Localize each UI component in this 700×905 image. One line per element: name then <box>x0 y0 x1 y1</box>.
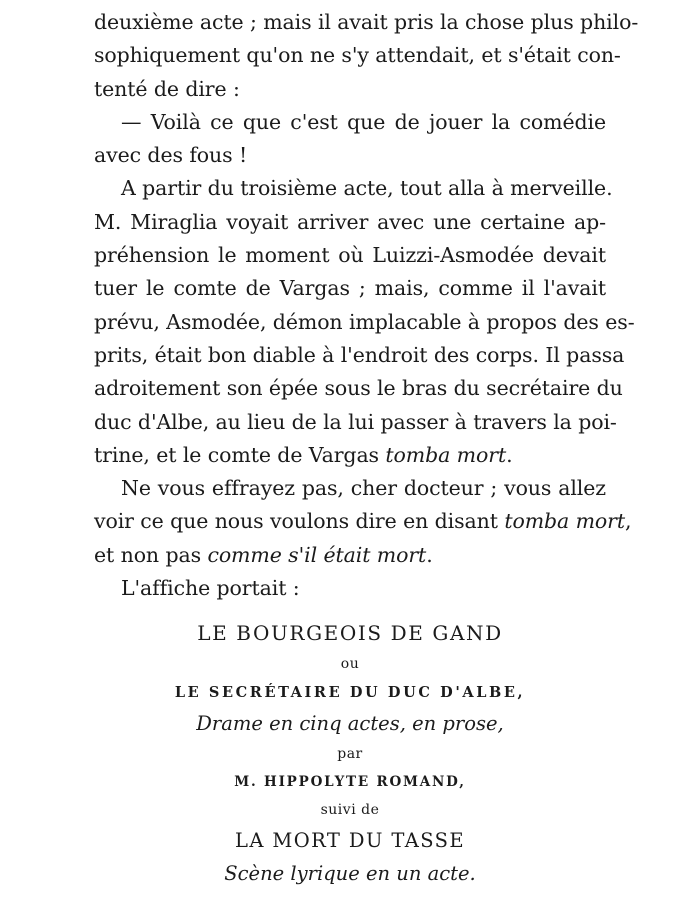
playbill <box>94 616 606 890</box>
text-line: A partir du troisième acte, tout alla à merveille. <box>121 176 613 201</box>
text-line: tenté de dire : <box>94 76 240 101</box>
italic-phrase: comme s'il était mort <box>207 542 427 567</box>
play-subtitle: LE SECRÉTAIRE DU DUC D'ALBE, <box>174 684 526 701</box>
text-line: préhension le moment où Luizzi-Asmodée devait <box>94 243 606 268</box>
text-segment: voir ce que nous voulons dire en disant <box>94 509 498 534</box>
text-line: tuer le comte de Vargas ; mais, comme il l'avait <box>94 276 606 301</box>
text-line: — Voilà ce que c'est que de jouer la comédie <box>121 109 606 134</box>
italic-phrase: tomba mort <box>385 442 507 467</box>
punctuation: . <box>426 542 433 567</box>
second-play-title: LA MORT DU TASSE <box>234 829 466 852</box>
conjunction-par: par <box>337 746 363 762</box>
text-segment: et non pas <box>94 542 202 567</box>
punctuation: , <box>625 509 632 534</box>
second-play-genre: Scène lyrique en un acte. <box>224 862 476 885</box>
body-text <box>94 6 639 605</box>
text-segment: trine, et le comte de Vargas <box>94 442 379 467</box>
conjunction-ou: ou <box>340 656 360 672</box>
text-line: L'affiche portait : <box>121 576 300 601</box>
play-author: M. HIPPOLYTE ROMAND, <box>234 774 466 790</box>
text-line <box>94 539 606 572</box>
text-line <box>94 439 606 472</box>
text-line: adroitement son épée sous le bras du secrétaire du <box>94 376 623 401</box>
play-genre: Drame en cinq actes, en prose, <box>196 712 504 735</box>
text-line: prévu, Asmodée, démon implacable à propos des es- <box>94 309 635 334</box>
punctuation: . <box>506 442 513 467</box>
text-line: duc d'Albe, au lieu de la lui passer à travers la poi- <box>94 409 617 434</box>
text-line: M. Miraglia voyait arriver avec une certaine ap- <box>94 209 606 234</box>
text-line: sophiquement qu'on ne s'y attendait, et s'était con- <box>94 43 621 68</box>
text-line: deuxième acte ; mais il avait pris la chose plus philo- <box>94 10 639 34</box>
play-title: LE BOURGEOIS DE GAND <box>197 621 503 645</box>
text-line: avec des fous ! <box>94 143 248 168</box>
conjunction-suivi-de: suivi de <box>320 802 380 818</box>
italic-phrase: tomba mort <box>504 509 626 534</box>
text-line <box>94 505 632 538</box>
text-line: prits, était bon diable à l'endroit des corps. Il passa <box>94 342 625 367</box>
text-line: Ne vous effrayez pas, cher docteur ; vous allez <box>121 476 606 501</box>
